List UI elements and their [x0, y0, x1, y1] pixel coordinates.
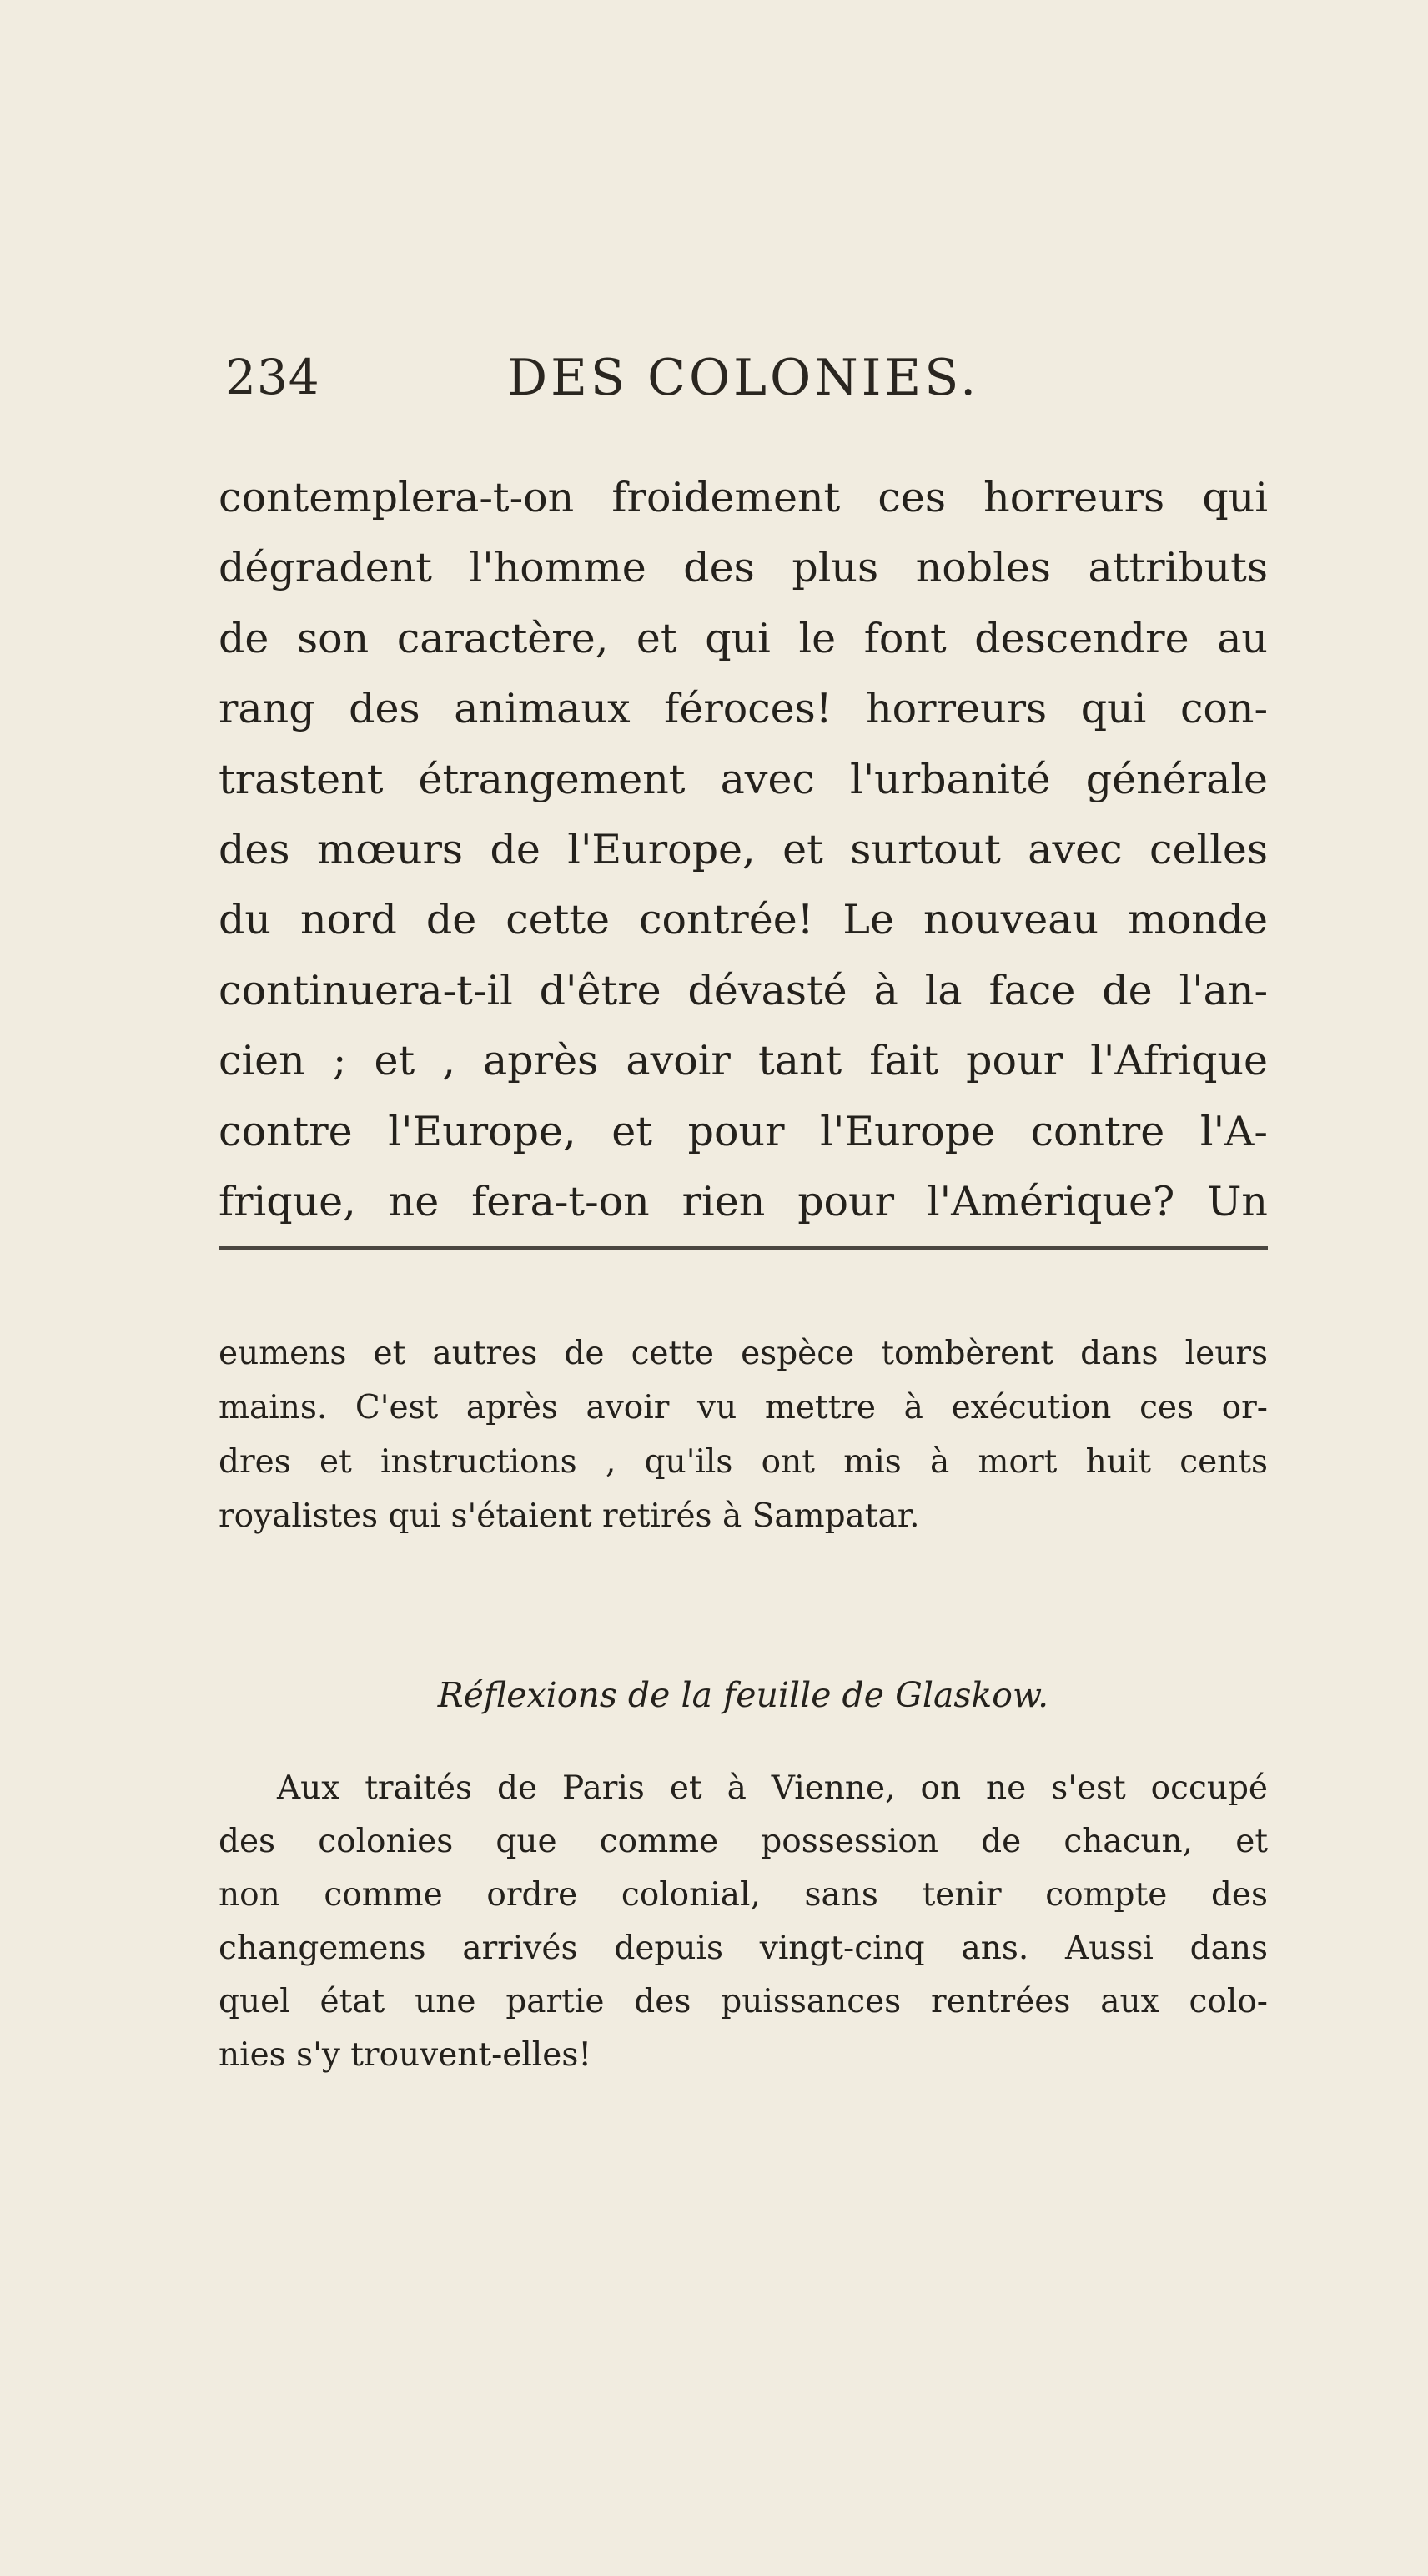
main-text-line: trastent étrangement avec l'urbanité générale [219, 755, 1268, 803]
footnote-paragraph-line: nies s'y trouvent-elles! [219, 2036, 592, 2074]
main-text-line: du nord de cette contrée! Le nouveau monde [219, 896, 1268, 944]
page-number: 234 [225, 349, 320, 405]
main-text-line: cien ; et , après avoir tant fait pour l'Afrique [219, 1037, 1268, 1085]
page-header [225, 349, 1276, 424]
footnote-line: royalistes qui s'étaient retirés à Sampatar. [219, 1497, 920, 1535]
main-text-block [219, 463, 1268, 1237]
footnote-line: eumens et autres de cette espèce tombèrent dans leurs [219, 1335, 1268, 1372]
main-text-line: continuera-t-il d'être dévasté à la face de l'an- [219, 966, 1268, 1014]
main-text-line: des mœurs de l'Europe, et surtout avec celles [219, 826, 1268, 874]
footnote-paragraph [219, 1762, 1268, 2082]
footnote-paragraph-line: quel état une partie des puissances rentrées aux colo- [219, 1983, 1268, 2020]
main-text-line: dégradent l'homme des plus nobles attributs [219, 544, 1268, 592]
footnote-section-title: Réflexions de la feuille de Glaskow. [437, 1675, 1049, 1715]
footnote-line: dres et instructions , qu'ils ont mis à mort huit cents [219, 1443, 1268, 1481]
footnote-paragraph-line: changemens arrivés depuis vingt-cinq ans. Aussi dans [219, 1929, 1268, 1967]
footnote-paragraph-line: Aux traités de Paris et à Vienne, on ne s'est occupé [277, 1769, 1268, 1807]
main-text-line: frique, ne fera-t-on rien pour l'Amérique? Un [219, 1178, 1268, 1226]
footnote-line: mains. C'est après avoir vu mettre à exécution ces or- [219, 1389, 1268, 1426]
main-text-line: de son caractère, et qui le font descendre au [219, 614, 1268, 662]
main-text-line: contemplera-t-on froidement ces horreurs qui [219, 474, 1268, 521]
main-text-line: contre l'Europe, et pour l'Europe contre l'A- [219, 1107, 1268, 1155]
footnote-paragraph-line: non comme ordre colonial, sans tenir compte des [219, 1876, 1268, 1914]
footnote-block [219, 1326, 1268, 1543]
running-title: DES COLONIES. [507, 349, 980, 407]
main-text-line: rang des animaux féroces! horreurs qui con- [219, 685, 1268, 733]
footnote-paragraph-line: des colonies que comme possession de chacun, et [219, 1823, 1268, 1860]
footnote-divider [219, 1246, 1268, 1250]
